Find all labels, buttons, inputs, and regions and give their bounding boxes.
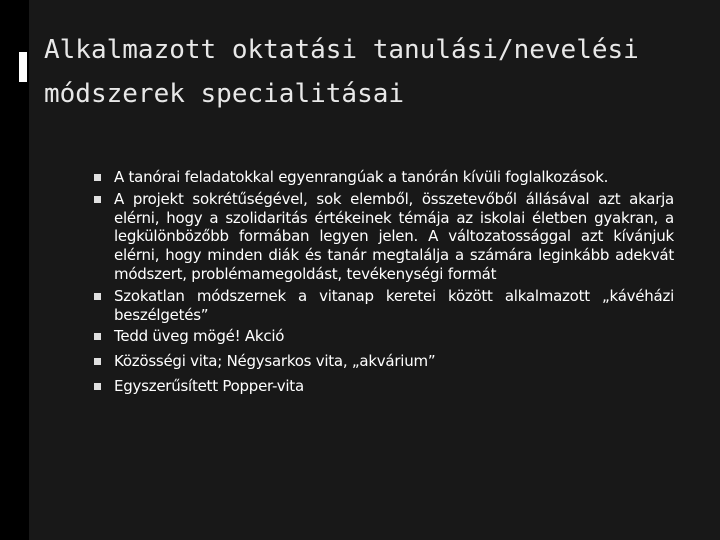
slide-title: Alkalmazott oktatási tanulási/nevelési módszerek specialitásai xyxy=(44,35,639,109)
bullet-text: Szokatlan módszernek a vitanap keretei között alkalmazott „kávéházi beszélgetés” xyxy=(114,286,674,324)
bullet-item xyxy=(94,190,674,284)
bullet-text: A projekt sokrétűségével, sok elemből, összetevőből állásával azt akarja elérni, hogy a szolidaritás értékeinek témája az iskolai életben gyakran, a legkülönbözőbb formában legyen jelen. A változatossággal azt kívánjuk elérni, hogy minden diák és tanár megtalálja a számára leginkább adekvát módszert, problémamegoldást, tevékenységi formát xyxy=(114,189,674,283)
bullet-text: Tedd üveg mögé! Akció xyxy=(114,327,285,346)
bullet-item xyxy=(94,287,674,325)
bullet-text: A tanórai feladatokkal egyenrangúak a tanórán kívüli foglalkozások. xyxy=(114,168,609,186)
bullet-text: Közösségi vita; Négysarkos vita, „akvárium” xyxy=(114,352,436,371)
square-bullet-icon xyxy=(94,174,101,181)
square-bullet-icon xyxy=(94,358,101,365)
square-bullet-icon xyxy=(94,333,101,340)
square-bullet-icon xyxy=(94,196,101,203)
accent-bar xyxy=(19,52,27,82)
bullet-item xyxy=(94,377,674,396)
bullet-item xyxy=(94,352,674,371)
bullet-text: Egyszerűsített Popper-vita xyxy=(114,376,304,395)
bullet-item xyxy=(94,168,674,187)
square-bullet-icon xyxy=(94,383,101,390)
bullet-item xyxy=(94,327,674,346)
bullet-list xyxy=(94,168,674,402)
square-bullet-icon xyxy=(94,293,101,300)
